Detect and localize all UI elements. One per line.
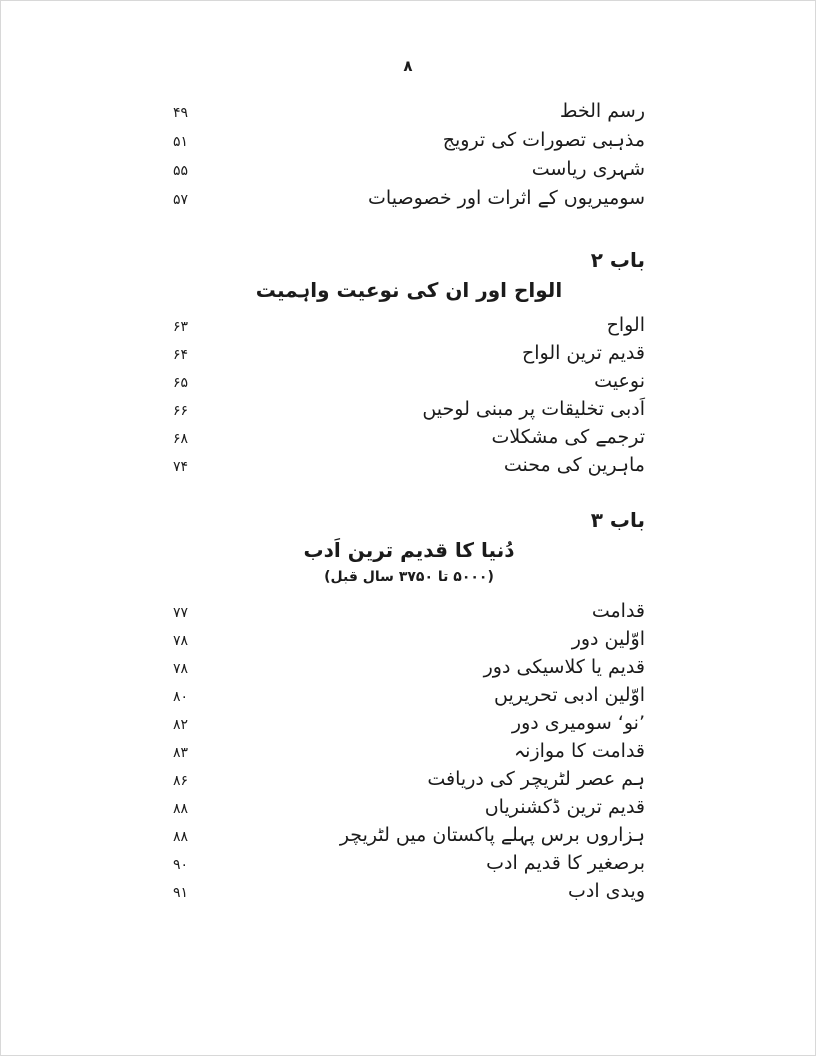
toc-entry [173,97,645,126]
toc-entry-title: اوّلین ادبی تحریریں [494,684,645,706]
toc-entry-title: الواح [606,314,645,336]
toc-entry-page: ۸۲ [173,717,189,733]
toc-entry [173,311,645,339]
table-of-contents [173,97,645,905]
chapter-3-label [173,505,645,535]
toc-entry-page: ۵۷ [173,192,189,208]
toc-entry-page: ۷۸ [173,633,189,649]
chapter-2-title: الواح اور ان کی نوعیت واہمیت [255,278,563,302]
toc-entry-page: ۵۵ [173,163,189,179]
toc-entry-page: ۹۱ [173,885,189,901]
toc-entry [173,653,645,681]
toc-entry-title: اوّلین دور [571,628,645,650]
toc-entry [173,793,645,821]
toc-entry [173,395,645,423]
toc-entry-page: ۸۸ [173,829,189,845]
toc-entry-page: ۸۸ [173,801,189,817]
toc-entry-page: ۷۴ [173,459,189,475]
toc-entry-page: ۶۶ [173,403,189,419]
toc-entry-page: ۶۳ [173,319,189,335]
toc-entry-title: نوعیت [594,370,645,392]
toc-entry-title: برصغیر کا قدیم ادب [486,852,645,874]
toc-entry-page: ۸۶ [173,773,189,789]
toc-entry [173,765,645,793]
chapter-3-label-text: باب ۳ [590,508,645,532]
toc-entry-title: ہم عصر لٹریچر کی دریافت [427,768,645,790]
page-number-top: ۸ [403,57,413,75]
toc-entry [173,184,645,213]
toc-entry [173,709,645,737]
toc-entry-page: ۴۹ [173,105,189,121]
toc-entry-title: اَدبی تخلیقات پر مبنی لوحیں [422,398,645,420]
toc-entry-page: ۵۱ [173,134,189,150]
toc-entry [173,155,645,184]
chapter-2-entries [173,311,645,479]
toc-entry [173,625,645,653]
toc-entry-page: ۸۳ [173,745,189,761]
toc-entry [173,126,645,155]
toc-entry-title: سومیریوں کے اثرات اور خصوصیات [368,187,645,209]
toc-entry-title: ماہرین کی محنت [503,454,645,476]
toc-entry-title: شہری ریاست [531,158,645,180]
toc-entry-title: قدامت [591,600,645,622]
toc-entry-page: ۶۵ [173,375,189,391]
toc-entry [173,737,645,765]
toc-entry [173,877,645,905]
toc-entry-title: مذہبی تصورات کی ترویج [442,129,645,151]
chapter-2-block [173,245,645,479]
toc-entry [173,681,645,709]
toc-entry-title: رسم الخط [559,100,645,122]
toc-entry-title: قدیم یا کلاسیکی دور [483,656,645,678]
chapter-3-subtitle: (۵۰۰۰ تا ۳۷۵۰ سال قبل) [324,569,494,585]
toc-entry-title: ترجمے کی مشکلات [491,426,645,448]
toc-entry-page: ۶۸ [173,431,189,447]
toc-entry [173,367,645,395]
toc-entry-page: ۹۰ [173,857,189,873]
section-1-entries [173,97,645,213]
toc-entry-title: قدیم ترین الواح [521,342,645,364]
toc-entry [173,339,645,367]
chapter-3-block [173,505,645,905]
toc-entry-title: ویدی ادب [568,880,645,902]
chapter-2-label-text: باب ۲ [590,248,645,272]
chapter-2-label [173,245,645,275]
toc-entry [173,423,645,451]
toc-entry [173,821,645,849]
toc-entry-title: قدیم ترین ڈکشنریاں [484,796,645,818]
toc-entry-title: ’نو‘ سومیری دور [511,712,645,734]
toc-entry [173,451,645,479]
toc-entry-page: ۷۷ [173,605,189,621]
toc-entry-title: قدامت کا موازنہ [514,740,645,762]
toc-entry-title: ہزاروں برس پہلے پاکستان میں لٹریچر [339,824,645,846]
toc-entry-page: ۷۸ [173,661,189,677]
toc-entry [173,849,645,877]
toc-entry [173,597,645,625]
chapter-3-entries [173,597,645,905]
chapter-3-title: دُنیا کا قدیم ترین اَدب [303,538,515,562]
toc-entry-page: ۸۰ [173,689,189,705]
toc-entry-page: ۶۴ [173,347,189,363]
